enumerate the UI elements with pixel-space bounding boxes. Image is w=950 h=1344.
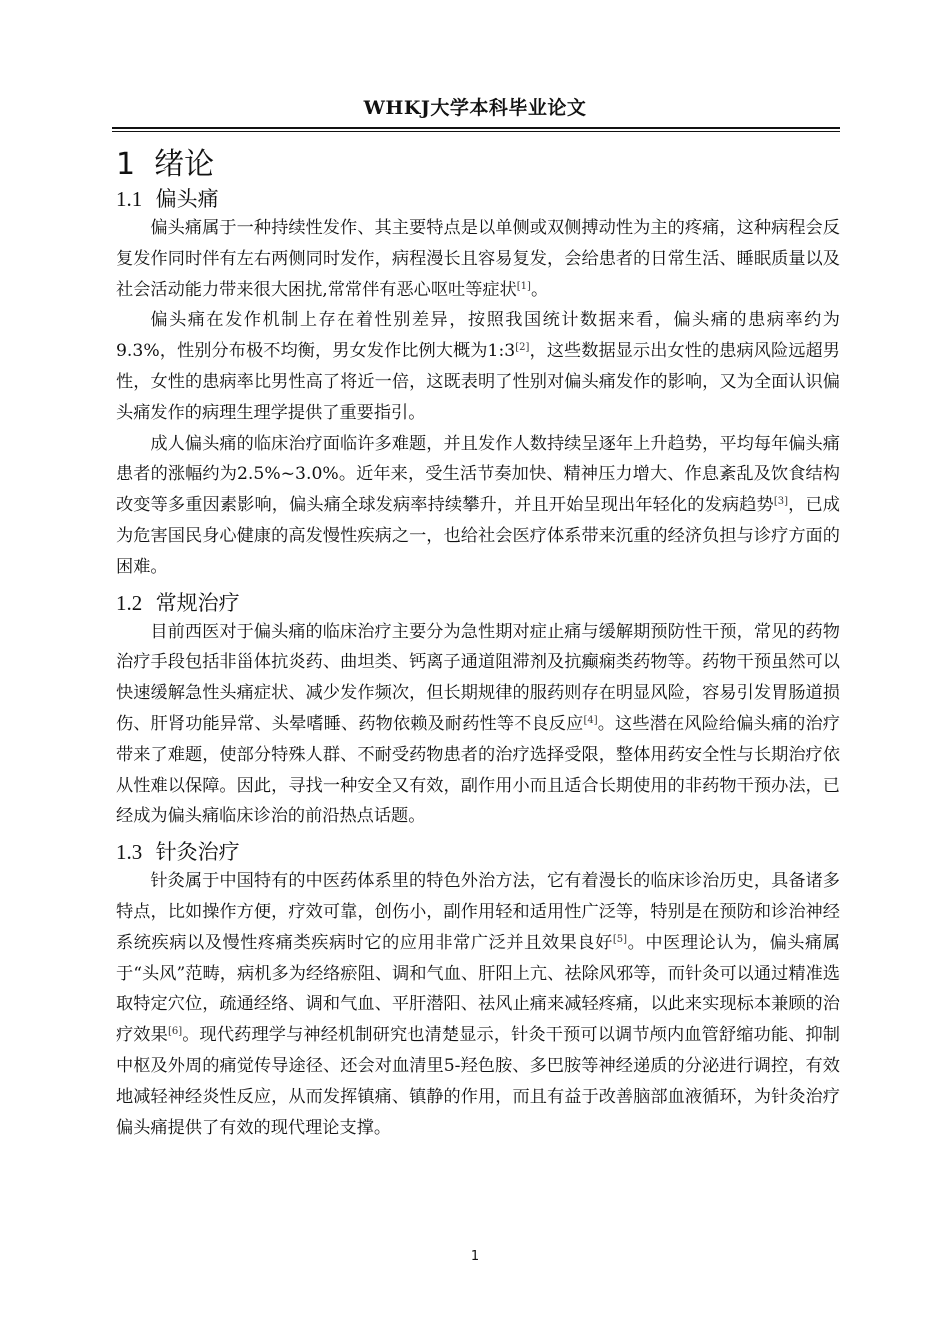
chapter-title: 绪论 xyxy=(154,147,215,182)
paragraph: 偏头痛在发作机制上存在着性别差异，按照我国统计数据来看，偏头痛的患病率约为9.3%，性别分布极不均衡，男女发作比例大概为1:3[2]，这些数据显示出女性的患病风险远超男性，女性的患病率比男性高了将近一倍，这既表明了性别对偏头痛发作的影响，又为全面认识偏头痛发作的病理生理学提供了重要指引。 xyxy=(116,310,840,423)
section-title: 针灸治疗 xyxy=(155,840,240,865)
section-heading xyxy=(116,589,840,617)
citation: [6] xyxy=(167,1026,183,1038)
citation: [2] xyxy=(515,342,530,354)
section-heading xyxy=(116,838,840,866)
section-number: 1.2 xyxy=(116,590,143,615)
page-number: 1 xyxy=(470,1249,480,1264)
citation: [4] xyxy=(583,714,598,726)
running-header: WHKJ大学本科毕业论文 xyxy=(363,97,587,119)
paragraph: 偏头痛属于一种持续性发作、其主要特点是以单侧或双侧搏动性为主的疼痛，这种病程会反复发作同时伴有左右两侧同时发作，病程漫长且容易复发，会给患者的日常生活、睡眠质量以及社会活动能力带来很大困扰,常常伴有恶心呕吐等症状[1]。 xyxy=(116,218,840,300)
paragraph: 成人偏头痛的临床治疗面临许多难题，并且发作人数持续呈逐年上升趋势，平均每年偏头痛患者的涨幅约为2.5%~3.0%。近年来，受生活节奏加快、精神压力增大、作息紊乱及饮食结构改变等多重因素影响，偏头痛全球发病率持续攀升，并且开始呈现出年轻化的发病趋势[3]，已成为危害国民身心健康的高发慢性疾病之一，也给社会医疗体系带来沉重的经济负担与诊疗方面的困难。 xyxy=(116,433,840,577)
chapter-heading xyxy=(116,147,840,183)
paragraph: 目前西医对于偏头痛的临床治疗主要分为急性期对症止痛与缓解期预防性干预，常见的药物治疗手段包括非甾体抗炎药、曲坦类、钙离子通道阻滞剂及抗癫痫类药物等。药物干预虽然可以快速缓解急性头痛症状、减少发作频次，但长期规律的服药则存在明显风险，容易引发胃肠道损伤、肝肾功能异常、头晕嗜睡、药物依赖及耐药性等不良反应[4]。这些潜在风险给偏头痛的治疗带来了难题，使部分特殊人群、不耐受药物患者的治疗选择受限，整体用药安全性与长期治疗依从性难以保障。因此，寻找一种安全又有效，副作用小而且适合长期使用的非药物干预办法，已经成为偏头痛临床诊治的前沿热点话题。 xyxy=(116,621,840,827)
body-text xyxy=(116,147,840,1143)
citation: [5] xyxy=(612,933,628,945)
section-number: 1.3 xyxy=(116,840,143,865)
section-number: 1.1 xyxy=(116,187,143,211)
section-title: 偏头痛 xyxy=(155,187,219,211)
header-rule-thin xyxy=(112,131,840,132)
citation: [3] xyxy=(773,496,789,508)
chapter-number: 1 xyxy=(116,147,136,182)
section-title: 常规治疗 xyxy=(155,590,240,615)
paragraph: 针灸属于中国特有的中医药体系里的特色外治方法，它有着漫长的临床诊治历史，具备诸多特点，比如操作方便，疗效可靠，创伤小，副作用轻和适用性广泛等，特别是在预防和诊治神经系统疾病以及慢性疼痛类疾病时它的应用非常广泛并且效果良好[5]。中医理论认为，偏头痛属于“头风”范畴，病机多为经络瘀阻、调和气血、肝阳上亢、祛除风邪等，而针灸可以通过精准选取特定穴位，疏通经络、调和气血、平肝潜阳、祛风止痛来减轻疼痛，以此来实现标本兼顾的治疗效果[6]。现代药理学与神经机制研究也清楚显示，针灸干预可以调节颅内血管舒缩功能、抑制中枢及外周的痛觉传导途径、还会对血清里5-羟色胺、多巴胺等神经递质的分泌进行调控，有效地减轻神经炎性反应，从而发挥镇痛、镇静的作用，而且有益于改善脑部血液循环，为针灸治疗偏头痛提供了有效的现代理论支撑。 xyxy=(116,871,840,1138)
header-rule-thick xyxy=(112,127,840,129)
section-heading xyxy=(116,185,840,213)
citation: [1] xyxy=(516,280,531,292)
